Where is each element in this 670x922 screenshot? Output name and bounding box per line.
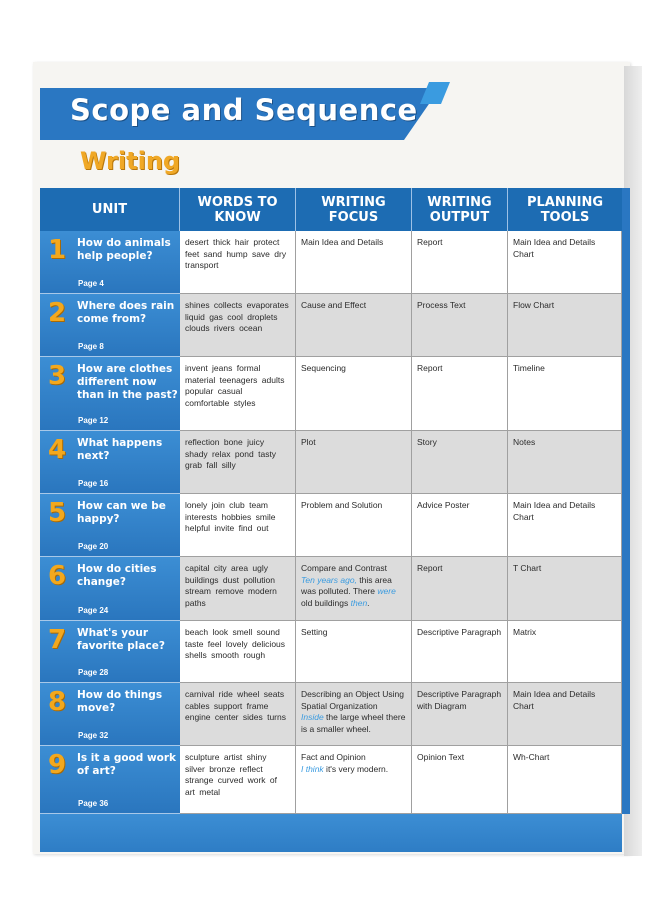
unit-question: How do things move? xyxy=(77,689,163,714)
table-row xyxy=(40,683,622,746)
words-cell: invent jeans formal material teenagers adults popular casual comfortable styles xyxy=(180,357,296,431)
unit-cell xyxy=(40,431,180,494)
tools-cell: Main Idea and Details Chart xyxy=(508,494,622,557)
tools-cell: Main Idea and Details Chart xyxy=(508,683,622,746)
unit-number: 7 xyxy=(48,625,67,655)
focus-cell xyxy=(296,357,412,431)
table-row xyxy=(40,557,622,621)
unit-question: How are clothes different now than in the past? xyxy=(77,363,178,401)
unit-page: Page 36 xyxy=(78,799,109,808)
unit-number: 3 xyxy=(48,361,67,391)
unit-page: Page 28 xyxy=(78,668,109,677)
table-row xyxy=(40,494,622,557)
words-cell: desert thick hair protect feet sand hump save dry transport xyxy=(180,231,296,294)
unit-page: Page 8 xyxy=(78,342,104,351)
unit-question: What's your favorite place? xyxy=(77,627,165,652)
unit-question: How do animals help people? xyxy=(77,237,171,262)
right-stripe xyxy=(622,188,630,814)
bottom-band xyxy=(40,814,622,852)
tools-cell: Main Idea and Details Chart xyxy=(508,231,622,294)
output-cell: Report xyxy=(412,357,508,431)
tools-cell: Flow Chart xyxy=(508,294,622,357)
col-header-tools: PLANNING TOOLS xyxy=(508,188,622,231)
table-row xyxy=(40,431,622,494)
unit-number: 6 xyxy=(48,561,67,591)
unit-number: 8 xyxy=(48,687,67,717)
output-cell: Story xyxy=(412,431,508,494)
focus-label: Compare and Contrast xyxy=(301,563,387,573)
focus-cell xyxy=(296,294,412,357)
focus-cell xyxy=(296,557,412,621)
unit-number: 5 xyxy=(48,498,67,528)
unit-question: Where does rain come from? xyxy=(77,300,175,325)
output-cell: Descriptive Paragraph xyxy=(412,621,508,683)
unit-question: What happens next? xyxy=(77,437,163,462)
scope-table xyxy=(40,188,622,814)
tools-cell: T Chart xyxy=(508,557,622,621)
words-cell: capital city area ugly buildings dust pollution stream remove modern paths xyxy=(180,557,296,621)
unit-cell xyxy=(40,494,180,557)
col-header-words: WORDS TO KNOW xyxy=(180,188,296,231)
focus-example xyxy=(301,764,406,776)
section-subtitle: Writing xyxy=(80,147,181,175)
focus-cell xyxy=(296,231,412,294)
focus-label: Describing an Object Using Spatial Organization xyxy=(301,689,404,711)
words-cell: beach look smell sound taste feel lovely delicious shells smooth rough xyxy=(180,621,296,683)
unit-number: 9 xyxy=(48,750,67,780)
focus-example xyxy=(301,712,406,735)
tools-cell: Matrix xyxy=(508,621,622,683)
focus-label: Fact and Opinion xyxy=(301,752,366,762)
unit-cell xyxy=(40,683,180,746)
words-cell: carnival ride wheel seats cables support frame engine center sides turns xyxy=(180,683,296,746)
page-title: Scope and Sequence xyxy=(70,93,418,127)
unit-cell xyxy=(40,621,180,683)
output-cell: Report xyxy=(412,231,508,294)
unit-number: 4 xyxy=(48,435,67,465)
unit-cell xyxy=(40,557,180,621)
output-cell: Opinion Text xyxy=(412,746,508,814)
output-cell: Descriptive Paragraph with Diagram xyxy=(412,683,508,746)
table-row xyxy=(40,294,622,357)
words-cell: sculpture artist shiny silver bronze reflect strange curved work of art metal xyxy=(180,746,296,814)
output-cell: Advice Poster xyxy=(412,494,508,557)
example-highlight: Inside xyxy=(301,712,324,722)
unit-number: 1 xyxy=(48,235,67,265)
example-text: this area was polluted. There xyxy=(301,574,392,596)
example-text: the large wheel there is a smaller wheel. xyxy=(301,712,406,734)
table-row xyxy=(40,357,622,431)
unit-page: Page 16 xyxy=(78,479,109,488)
table-row xyxy=(40,746,622,814)
table-row xyxy=(40,621,622,683)
unit-question: Is it a good work of art? xyxy=(77,752,177,777)
unit-cell xyxy=(40,357,180,431)
focus-cell xyxy=(296,621,412,683)
focus-label: Plot xyxy=(301,437,316,447)
unit-cell xyxy=(40,294,180,357)
focus-example xyxy=(301,575,406,610)
focus-label: Main Idea and Details xyxy=(301,237,384,247)
focus-cell xyxy=(296,494,412,557)
focus-label: Sequencing xyxy=(301,363,346,373)
tools-cell: Wh-Chart xyxy=(508,746,622,814)
focus-cell xyxy=(296,746,412,814)
table-row xyxy=(40,231,622,294)
unit-question: How do cities change? xyxy=(77,563,157,588)
focus-label: Cause and Effect xyxy=(301,300,367,310)
col-header-unit: UNIT xyxy=(40,188,180,231)
example-text: it's very modern. xyxy=(323,763,389,774)
unit-cell xyxy=(40,231,180,294)
example-highlight: I think xyxy=(301,763,324,774)
unit-cell xyxy=(40,746,180,814)
words-cell: reflection bone juicy shady relax pond tasty grab fall silly xyxy=(180,431,296,494)
output-cell: Process Text xyxy=(412,294,508,357)
unit-number: 2 xyxy=(48,298,67,328)
unit-page: Page 32 xyxy=(78,731,109,740)
example-highlight: then xyxy=(350,597,368,608)
output-cell: Report xyxy=(412,557,508,621)
tools-cell: Timeline xyxy=(508,357,622,431)
tools-cell: Notes xyxy=(508,431,622,494)
focus-cell xyxy=(296,431,412,494)
example-text: old buildings xyxy=(301,597,351,608)
unit-page: Page 4 xyxy=(78,279,104,288)
focus-label: Problem and Solution xyxy=(301,500,383,510)
unit-page: Page 12 xyxy=(78,416,109,425)
focus-cell xyxy=(296,683,412,746)
example-highlight: were xyxy=(377,586,396,596)
focus-label: Setting xyxy=(301,627,328,637)
example-highlight: Ten years ago, xyxy=(301,574,357,585)
example-text: . xyxy=(367,597,370,608)
col-header-output: WRITING OUTPUT xyxy=(412,188,508,231)
words-cell: lonely join club team interests hobbies smile helpful invite find out xyxy=(180,494,296,557)
unit-question: How can we be happy? xyxy=(77,500,166,525)
unit-page: Page 24 xyxy=(78,606,109,615)
unit-page: Page 20 xyxy=(78,542,109,551)
words-cell: shines collects evaporates liquid gas cool droplets clouds rivers ocean xyxy=(180,294,296,357)
col-header-focus: WRITING FOCUS xyxy=(296,188,412,231)
